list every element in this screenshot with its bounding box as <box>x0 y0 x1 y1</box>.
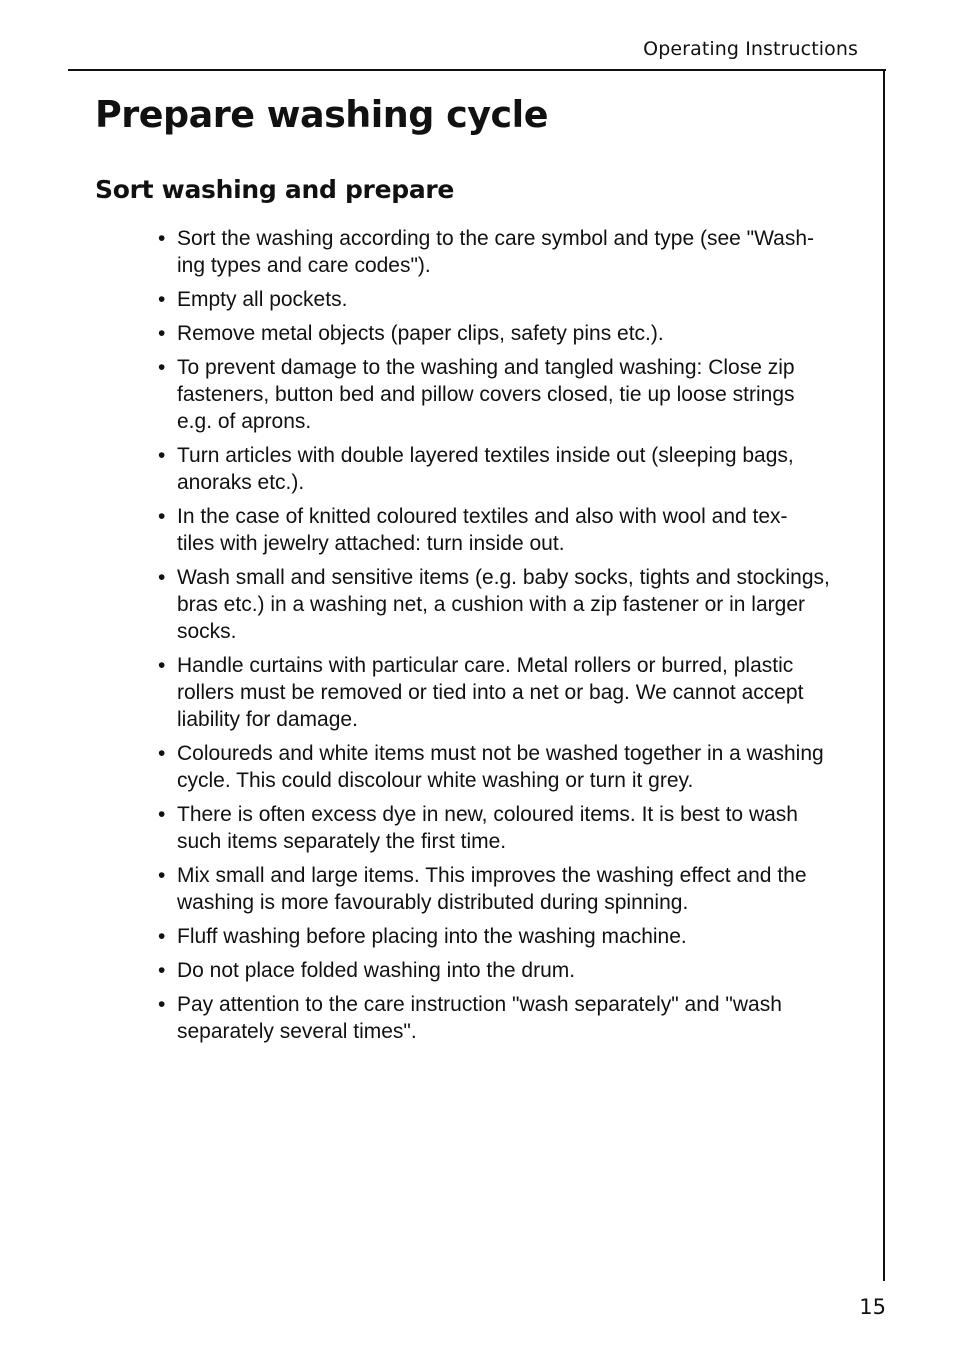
list-item-text: Do not place folded washing into the drum. <box>177 959 576 982</box>
bullet-icon: • <box>158 566 166 589</box>
bullet-icon: • <box>158 993 166 1016</box>
list-item-text: Empty all pockets. <box>177 288 348 311</box>
bullet-icon: • <box>158 288 166 311</box>
list-item <box>158 991 858 1045</box>
bullet-icon: • <box>158 864 166 887</box>
header-divider <box>68 69 886 71</box>
list-item-text: There is often excess dye in new, coloured items. It is best to wash such items separately the first time. <box>177 803 798 853</box>
bullet-icon: • <box>158 227 166 250</box>
section-heading: Sort washing and prepare <box>95 175 455 204</box>
list-item-text: Mix small and large items. This improves the washing effect and the washing is more favourably distributed during spinning. <box>177 864 807 914</box>
list-item-text: Turn articles with double layered textiles inside out (sleeping bags, anoraks etc.). <box>177 444 794 494</box>
bullet-icon: • <box>158 654 166 677</box>
list-item <box>158 225 858 279</box>
list-item <box>158 442 858 496</box>
list-item-text: Pay attention to the care instruction "wash separately" and "wash separately several times". <box>177 993 782 1043</box>
list-item-text: Remove metal objects (paper clips, safety pins etc.). <box>177 322 664 345</box>
margin-rule <box>883 69 885 1281</box>
bullet-icon: • <box>158 322 166 345</box>
list-item <box>158 740 858 794</box>
list-item-text: Handle curtains with particular care. Metal rollers or burred, plastic rollers must be removed or tied into a net or bag. We cannot accept liability for damage. <box>177 654 804 731</box>
list-item-text: Sort the washing according to the care symbol and type (see "Wash- ing types and care codes"). <box>177 227 814 277</box>
bullet-icon: • <box>158 444 166 467</box>
list-item-text: To prevent damage to the washing and tangled washing: Close zip fasteners, button bed and pillow covers closed, tie up loose strings e.g. of aprons. <box>177 356 795 433</box>
list-item <box>158 354 858 435</box>
bullet-icon: • <box>158 505 166 528</box>
list-item <box>158 564 858 645</box>
list-item <box>158 320 858 347</box>
list-item <box>158 862 858 916</box>
list-item-text: Fluff washing before placing into the washing machine. <box>177 925 687 948</box>
bullet-icon: • <box>158 925 166 948</box>
bullet-icon: • <box>158 356 166 379</box>
list-item <box>158 286 858 313</box>
bullet-icon: • <box>158 803 166 826</box>
page-title: Prepare washing cycle <box>95 93 548 136</box>
list-item <box>158 957 858 984</box>
instruction-list <box>158 225 858 1052</box>
list-item <box>158 801 858 855</box>
bullet-icon: • <box>158 959 166 982</box>
list-item-text: In the case of knitted coloured textiles and also with wool and tex- tiles with jewelry attached: turn inside out. <box>177 505 788 555</box>
page-number: 15 <box>859 1295 886 1319</box>
list-item <box>158 923 858 950</box>
list-item-text: Coloureds and white items must not be washed together in a washing cycle. This could discolour white washing or turn it grey. <box>177 742 824 792</box>
list-item-text: Wash small and sensitive items (e.g. baby socks, tights and stockings, bras etc.) in a washing net, a cushion with a zip fastener or in larger socks. <box>177 566 830 643</box>
list-item <box>158 503 858 557</box>
bullet-icon: • <box>158 742 166 765</box>
list-item <box>158 652 858 733</box>
running-header: Operating Instructions <box>643 38 858 60</box>
